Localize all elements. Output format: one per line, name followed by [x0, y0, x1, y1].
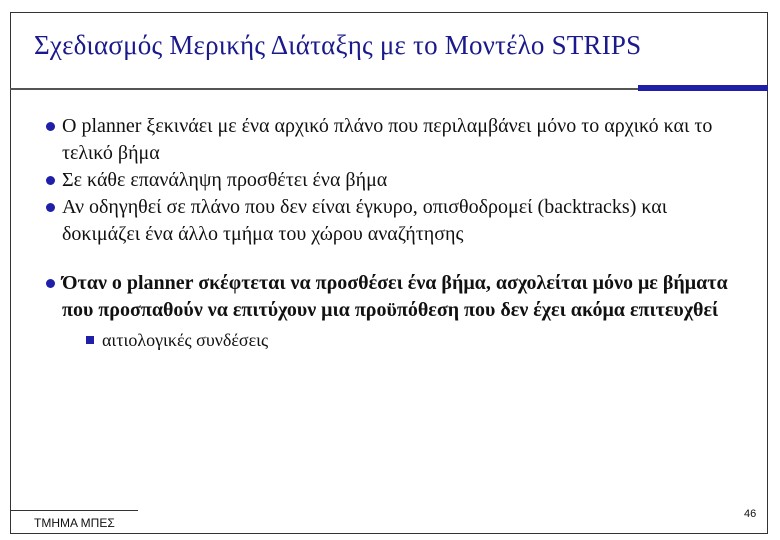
- sub-bullet-text: αιτιολογικές συνδέσεις: [102, 330, 269, 350]
- square-bullet-icon: [86, 336, 94, 344]
- slide-title: Σχεδιασμός Μερικής Διάταξης με το Μοντέλο STRIPS: [34, 30, 642, 60]
- title-accent-bar: [638, 85, 768, 91]
- bullet-text: Όταν ο planner σκέφτεται να προσθέσει ένα βήμα, ασχολείται μόνο με βήματα που προσπαθούν να επιτύχουν μια προϋπόθεση που δεν έχει ακόμα επιτευχθεί: [62, 272, 728, 321]
- bullet-list: [46, 113, 746, 353]
- bullet-item: [46, 194, 746, 248]
- footer-label: ΤΜΗΜΑ ΜΠΕΣ: [34, 516, 115, 530]
- bullet-dot-icon: [46, 279, 55, 288]
- bullet-dot-icon: [46, 176, 55, 185]
- bullet-text: Σε κάθε επανάληψη προσθέτει ένα βήμα: [62, 169, 388, 191]
- bullet-item: [46, 113, 746, 167]
- footer-rule: [10, 510, 138, 511]
- bullet-item: [46, 167, 746, 194]
- bullet-dot-icon: [46, 122, 55, 131]
- sub-bullet-item: [86, 327, 746, 353]
- bullet-text: O planner ξεκινάει με ένα αρχικό πλάνο που περιλαμβάνει μόνο το αρχικό και το τελικό βήμα: [62, 115, 713, 164]
- bullet-item-bold: [46, 270, 746, 324]
- title-underline: [10, 88, 638, 90]
- bullet-text: Αν οδηγηθεί σε πλάνο που δεν είναι έγκυρο, οπισθοδρομεί (backtracks) και δοκιμάζει ένα άλλο τμήμα του χώρου αναζήτησης: [62, 196, 668, 245]
- page-number: 46: [744, 508, 757, 520]
- bullet-dot-icon: [46, 203, 55, 212]
